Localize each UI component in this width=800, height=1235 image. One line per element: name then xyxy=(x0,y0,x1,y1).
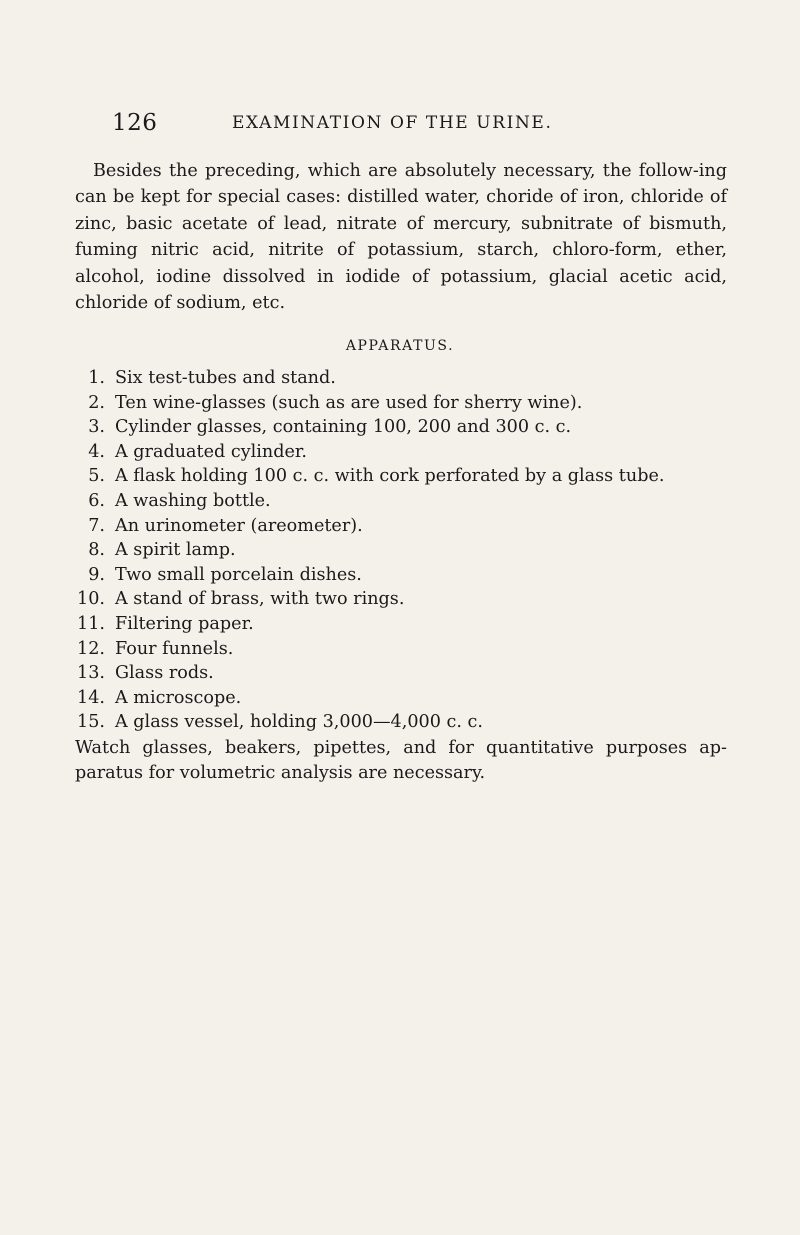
item-text: A stand of brass, with two rings. xyxy=(115,589,405,610)
item-number: 1. xyxy=(88,368,105,388)
item-text: Six test-tubes and stand. xyxy=(115,368,336,388)
page-number: 126 xyxy=(112,110,158,136)
item-number: 7. xyxy=(88,515,105,536)
item-text: Four funnels. xyxy=(115,638,234,659)
section-heading: APPARATUS. xyxy=(345,338,455,354)
list-item xyxy=(75,661,735,686)
item-text: An urinometer (areometer). xyxy=(115,515,363,536)
running-title: EXAMINATION OF THE URINE. xyxy=(232,113,553,133)
item-number: 5. xyxy=(88,466,105,487)
apparatus-list xyxy=(75,366,735,735)
list-item xyxy=(75,612,735,637)
item-text: A microscope. xyxy=(115,687,242,708)
item-number: 14. xyxy=(77,687,105,708)
list-item xyxy=(75,514,735,539)
list-item xyxy=(75,637,735,662)
item-number: 15. xyxy=(77,712,105,733)
item-text: A glass vessel, holding 3,000—4,000 c. c. xyxy=(115,712,483,733)
item-number: 3. xyxy=(88,417,105,438)
item-number: 2. xyxy=(88,392,105,413)
list-item xyxy=(75,686,735,711)
closing-paragraph: Watch glasses, beakers, pipettes, and for quantitative purposes ap-paratus for volumetric analysis are necessary. xyxy=(75,738,727,783)
item-number: 4. xyxy=(88,441,105,462)
item-text: Ten wine-glasses (such as are used for sherry wine). xyxy=(115,392,583,413)
item-number: 9. xyxy=(88,564,105,585)
list-item xyxy=(75,563,735,588)
list-item xyxy=(75,710,735,735)
item-text: Glass rods. xyxy=(115,663,214,684)
list-item xyxy=(75,440,735,465)
item-text: A graduated cylinder. xyxy=(115,441,308,462)
item-text: A washing bottle. xyxy=(115,490,271,511)
item-number: 8. xyxy=(88,540,105,561)
item-number: 6. xyxy=(88,490,105,511)
item-text: A flask holding 100 c. c. with cork perforated by a glass tube. xyxy=(115,466,665,487)
list-item xyxy=(75,538,735,563)
item-text: Two small porcelain dishes. xyxy=(115,564,362,585)
item-number: 13. xyxy=(77,663,105,684)
item-text: Filtering paper. xyxy=(115,613,254,634)
list-item xyxy=(75,587,735,612)
running-head xyxy=(112,110,672,140)
item-number: 12. xyxy=(77,638,105,659)
item-text: Cylinder glasses, containing 100, 200 and 300 c. c. xyxy=(115,417,572,438)
list-item xyxy=(75,464,735,489)
item-number: 11. xyxy=(77,613,105,634)
item-text: A spirit lamp. xyxy=(115,540,236,561)
list-item xyxy=(75,391,735,416)
item-number: 10. xyxy=(77,589,105,610)
list-item xyxy=(75,489,735,514)
intro-paragraph: Besides the preceding, which are absolutely necessary, the follow-ing can be kept for special cases: distilled water, choride of iron, chloride of zinc, basic acetate of lead, nitrate of mercury, subnitrate of bismuth, fuming nitric acid, nitrite of potassium, starch, chloro-form, ether, alcohol, iodine dissolved in iodide of potassium, glacial acetic acid, chloride of sodium, etc. xyxy=(75,161,727,314)
list-item xyxy=(75,415,735,440)
list-item xyxy=(75,366,735,391)
